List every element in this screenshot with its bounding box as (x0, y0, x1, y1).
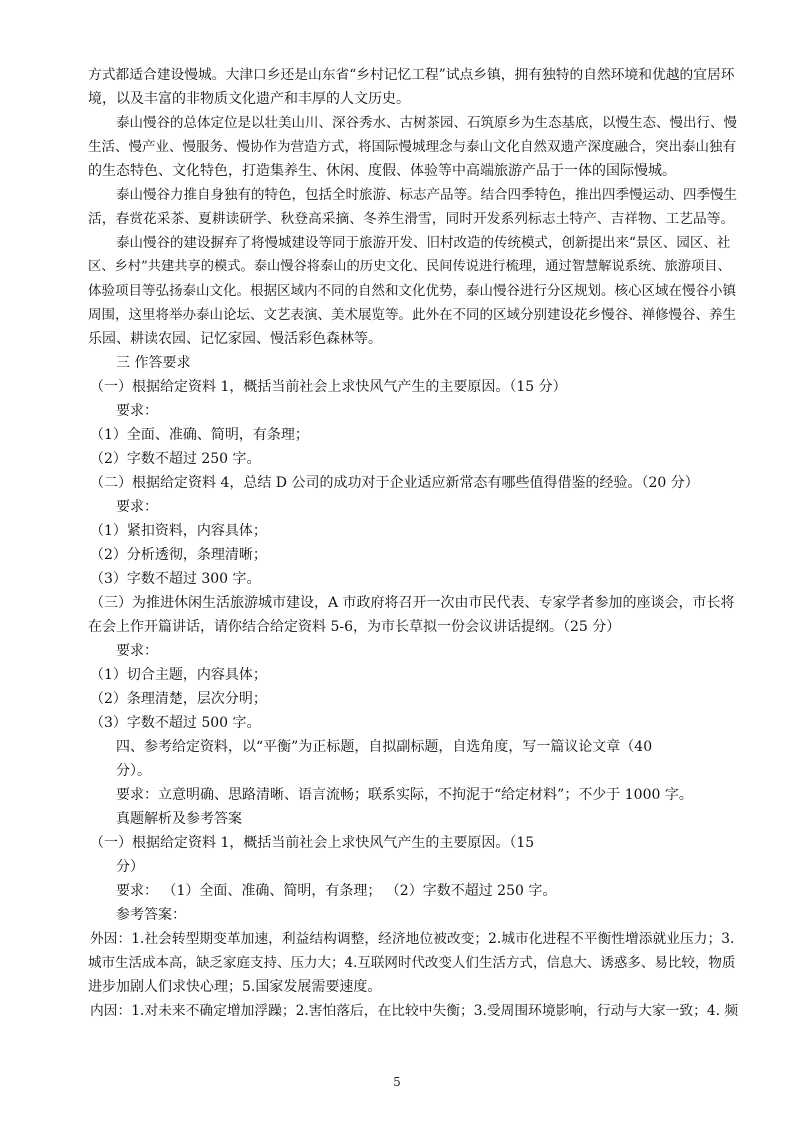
requirement-item: （1）全面、准确、简明，有条理； (90, 427, 309, 443)
page-number: 5 (393, 1075, 401, 1089)
text-line: 周围，这里将举办泰山论坛、文艺表演、美术展览等。此外在不同的区域分别建设花乡慢谷、禅修慢谷、养生 (88, 307, 736, 323)
requirement-item: （2）分析透彻，条理清晰； (90, 547, 267, 563)
requirement-item: （2）条理清楚，层次分明； (90, 691, 267, 707)
section-heading: 三 作答要求 (116, 355, 191, 371)
requirement-label: 要求： (116, 643, 158, 659)
requirement-label: 要求： （1）全面、准确、简明，有条理； （2）字数不超过 250 字。 (116, 883, 557, 899)
answer-label: 参考答案： (116, 907, 186, 923)
text-line: 的生态特色、文化特色，打造集养生、休闲、度假、体验等中高端旅游产品于一体的国际慢城。 (88, 163, 676, 179)
requirement-item: （1）紧扣资料，内容具体； (90, 523, 267, 539)
paragraph-start: 泰山慢谷力推自身独有的特色，包括全时旅游、标志产品等。结合四季特色，推出四季慢运动、四季慢生 (116, 187, 737, 203)
text-line: 体验项目等弘扬泰山文化。根据区域内不同的自然和文化优势，泰山慢谷进行分区规划。核心区域在慢谷小镇 (88, 283, 736, 299)
question-title: 四、参考给定资料，以“平衡”为正标题，自拟副标题，自选角度，写一篇议论文章（40 (116, 739, 653, 755)
text-line: 进步加剧人们求快心理；5.国家发展需要速度。 (88, 979, 382, 995)
text-line: 分） (116, 859, 144, 875)
question-title: （一）根据给定资料 1，概括当前社会上求快风气产生的主要原因。（15 分） (90, 379, 567, 395)
requirement-item: （3）字数不超过 300 字。 (90, 571, 261, 587)
text-line: 在会上作开篇讲话，请你结合给定资料 5-6，为市长草拟一份会议讲话提纲。（25 分） (88, 619, 621, 635)
paragraph-start: 泰山慢谷的总体定位是以壮美山川、深谷秀水、古树茶园、石筑原乡为生态基底，以慢生态、慢出行、慢 (116, 115, 737, 131)
text-line: 方式都适合建设慢城。大津口乡还是山东省“乡村记忆工程”试点乡镇，拥有独特的自然环境和优越的宜居环 (88, 67, 735, 83)
requirement-item: （1）切合主题，内容具体； (90, 667, 267, 683)
paragraph-start: 泰山慢谷的建设摒弃了将慢城建设等同于旅游开发、旧村改造的传统模式，创新提出来“景区、园区、社 (116, 235, 731, 251)
requirement-label: 要求： (116, 403, 158, 419)
text-line: 乐园、耕读农园、记忆家园、慢活彩色森林等。 (88, 331, 382, 347)
paragraph-start: 外因：1.社会转型期变革加速，利益结构调整，经济地位被改变；2.城市化进程不平衡性增添就业压力；3. (90, 931, 735, 947)
requirement-label: 要求：立意明确、思路清晰、语言流畅；联系实际，不拘泥于“给定材料”；不少于 1000 字。 (116, 787, 693, 803)
requirement-item: （3）字数不超过 500 字。 (90, 715, 261, 731)
question-title: （三）为推进休闲生活旅游城市建设，A 市政府将召开一次由市民代表、专家学者参加的座谈会，市长将 (90, 595, 735, 611)
text-line: 活，春赏花采茶、夏耕读研学、秋登高采摘、冬养生滑雪，同时开发系列标志土特产、吉祥物、工艺品等。 (88, 211, 735, 227)
requirement-item: （2）字数不超过 250 字。 (90, 451, 261, 467)
requirement-label: 要求： (116, 499, 158, 515)
section-heading: 真题解析及参考答案 (116, 811, 242, 827)
question-title: （二）根据给定资料 4，总结 D 公司的成功对于企业适应新常态有哪些值得借鉴的经验。（20 分） (90, 475, 699, 491)
question-title: （一）根据给定资料 1，概括当前社会上求快风气产生的主要原因。（15 (90, 835, 535, 851)
paragraph-start: 内因：1.对未来不确定增加浮躁；2.害怕落后，在比较中失衡；3.受周围环境影响，行动与大家一致；4. 频 (90, 1003, 739, 1019)
text-line: 分）。 (116, 763, 151, 779)
text-line: 城市生活成本高，缺乏家庭支持、压力大；4.互联网时代改变人们生活方式，信息大、诱惑多、易比较，物质 (88, 955, 736, 971)
text-line: 区、乡村”共建共享的模式。泰山慢谷将泰山的历史文化、民间传说进行梳理，通过智慧解说系统、旅游项目、 (88, 259, 731, 274)
text-line: 境，以及丰富的非物质文化遗产和丰厚的人文历史。 (88, 91, 410, 107)
text-line: 生活、慢产业、慢服务、慢协作为营造方式，将国际慢城理念与泰山文化自然双遗产深度融合，突出泰山独有 (88, 139, 736, 155)
